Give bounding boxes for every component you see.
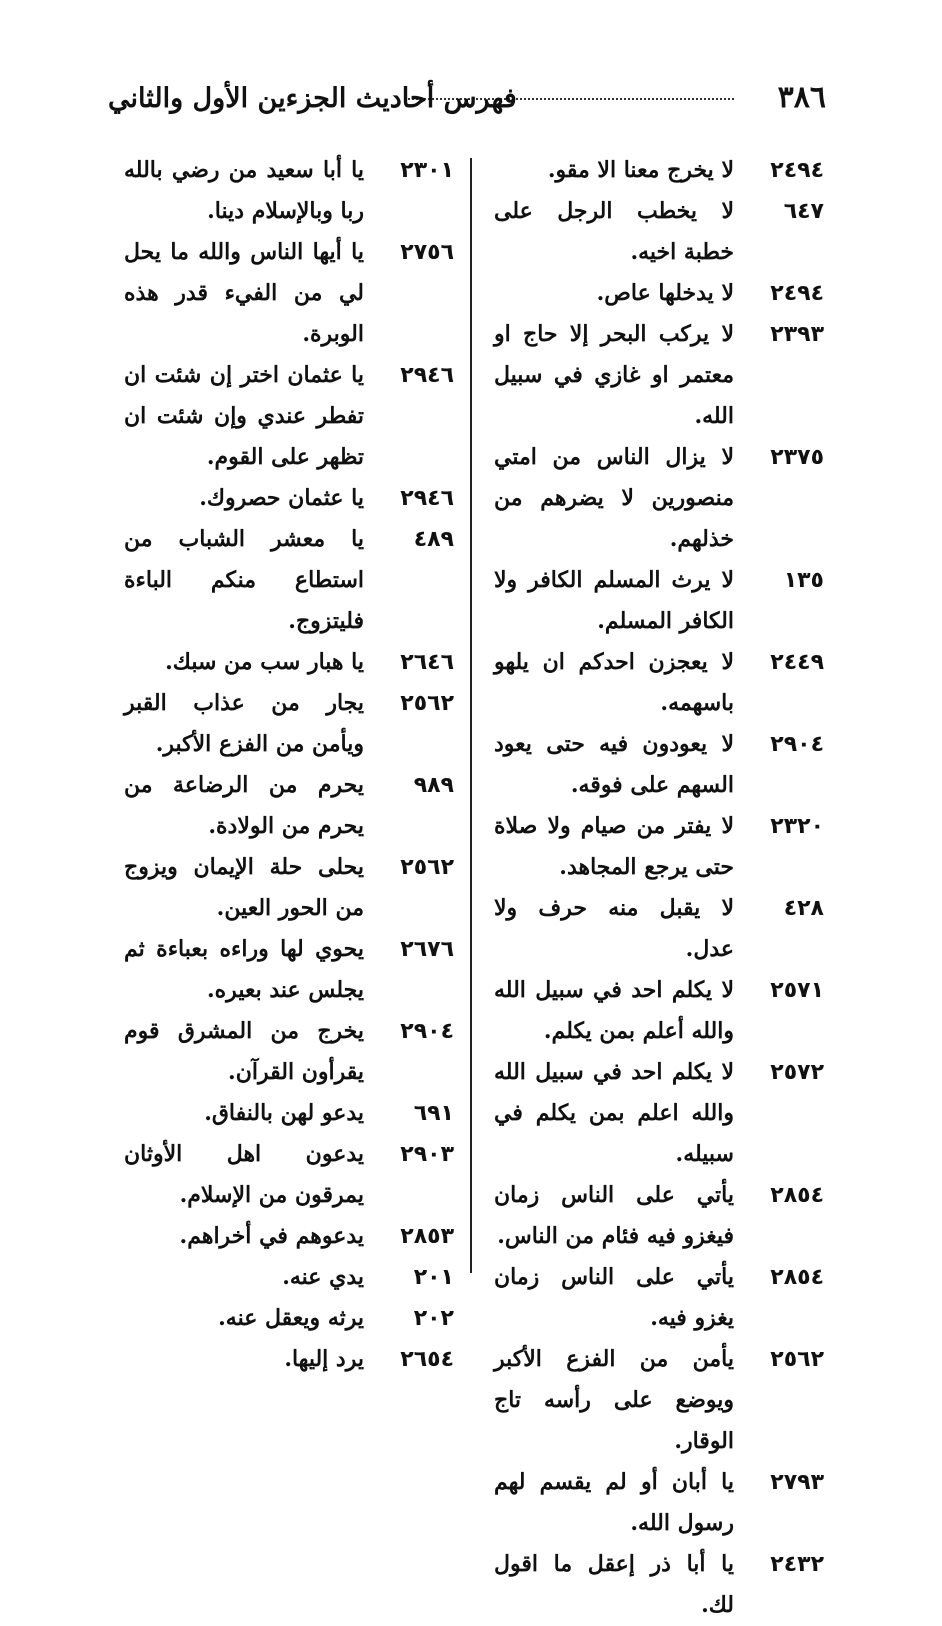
index-entry bbox=[124, 1011, 454, 1093]
entry-number: ١٣٥ bbox=[783, 568, 824, 593]
index-entry bbox=[124, 929, 454, 1011]
entry-text: يا هبار سب من سبك. bbox=[165, 649, 364, 675]
index-entry bbox=[124, 1339, 454, 1380]
entry-number: ٢٤٤٩ bbox=[770, 650, 824, 675]
entry-number: ٢٤٩٤ bbox=[770, 158, 824, 183]
index-entry bbox=[494, 724, 824, 806]
entry-number: ٢٩٤٦ bbox=[400, 363, 454, 388]
entry-text: يا أبا ذر إعقل ما اقول لك. bbox=[494, 1551, 734, 1618]
entry-number: ٢٣٩٣ bbox=[770, 322, 824, 347]
entry-number: ٢٧٥٦ bbox=[400, 240, 454, 265]
index-entry bbox=[124, 355, 454, 478]
index-entry bbox=[124, 683, 454, 765]
index-entry bbox=[494, 1462, 824, 1544]
entry-number: ٢٧٩٣ bbox=[770, 1470, 824, 1495]
entry-text: يجار من عذاب القبر ويأمن من الفزع الأكبر. bbox=[124, 690, 364, 757]
entry-text: يحرم من الرضاعة من يحرم من الولادة. bbox=[124, 772, 364, 839]
entry-number: ٢٨٥٣ bbox=[400, 1224, 454, 1249]
entry-text: يدي عنه. bbox=[282, 1264, 364, 1290]
index-entry bbox=[124, 519, 454, 642]
entry-text: يدعو لهن بالنفاق. bbox=[204, 1100, 364, 1126]
entry-text: لا يخرج معنا الا مقو. bbox=[547, 157, 734, 183]
entry-text: لا يفتر من صيام ولا صلاة حتى يرجع المجاهد. bbox=[494, 813, 734, 880]
entry-number: ٢٦٥٤ bbox=[400, 1347, 454, 1372]
entry-text: يدعوهم في أخراهم. bbox=[179, 1223, 364, 1249]
index-entry bbox=[494, 642, 824, 724]
index-entry bbox=[494, 888, 824, 970]
entry-number: ٢٣٧٥ bbox=[770, 445, 824, 470]
page-title: فهرس أحاديث الجزءين الأول والثاني bbox=[108, 83, 517, 114]
index-entry bbox=[494, 150, 824, 191]
entry-text: لا يعجزن احدكم ان يلهو باسهمه. bbox=[494, 649, 734, 716]
entry-text: لا يزال الناس من امتي منصورين لا يضرهم من خذلهم. bbox=[494, 444, 734, 552]
entry-number: ٢٥٧٢ bbox=[770, 1060, 824, 1085]
entry-text: يدعون اهل الأوثان يمرقون من الإسلام. bbox=[124, 1141, 364, 1208]
column-divider bbox=[470, 158, 472, 1273]
entry-text: لا يكلم احد في سبيل الله والله أعلم بمن يكلم. bbox=[494, 977, 734, 1044]
entry-text: يا عثمان اختر إن شئت ان تفطر عندي وإن شئت ان تظهر على القوم. bbox=[124, 362, 364, 470]
entry-text: لا يركب البحر إلا حاج او معتمر او غازي في سبيل الله. bbox=[494, 321, 734, 429]
entry-text: لا يقبل منه حرف ولا عدل. bbox=[494, 895, 734, 962]
entry-number: ٢٠١ bbox=[413, 1265, 454, 1290]
index-entry bbox=[494, 191, 824, 273]
left-column bbox=[124, 150, 454, 1380]
index-entry bbox=[124, 1134, 454, 1216]
index-entry bbox=[494, 1257, 824, 1339]
entry-text: يحوي لها وراءه بعباءة ثم يجلس عند بعيره. bbox=[124, 936, 364, 1003]
entry-number: ٢٥٦٢ bbox=[770, 1347, 824, 1372]
index-entry bbox=[124, 1257, 454, 1298]
entry-text: يرثه ويعقل عنه. bbox=[218, 1305, 364, 1331]
index-entry bbox=[494, 437, 824, 560]
entry-text: لا يرث المسلم الكافر ولا الكافر المسلم. bbox=[494, 567, 734, 634]
entry-number: ٢٥٦٢ bbox=[400, 691, 454, 716]
entry-text: لا يخطب الرجل على خطبة اخيه. bbox=[494, 198, 734, 265]
entry-text: يا عثمان حصروك. bbox=[199, 485, 364, 511]
entry-text: لا يكلم احد في سبيل الله والله اعلم بمن يكلم في سبيله. bbox=[494, 1059, 734, 1167]
index-entry bbox=[124, 1298, 454, 1339]
entry-number: ٢٣٠١ bbox=[400, 158, 454, 183]
entry-number: ٢٤٩٤ bbox=[770, 281, 824, 306]
entry-number: ٢٩٠٣ bbox=[400, 1142, 454, 1167]
entry-number: ٦٩١ bbox=[413, 1101, 454, 1126]
entry-text: يأتي على الناس زمان فيغزو فيه فئام من الناس. bbox=[494, 1182, 734, 1249]
index-entry bbox=[124, 150, 454, 232]
page-number: ٣٨٦ bbox=[777, 80, 826, 115]
entry-number: ٩٨٩ bbox=[413, 773, 454, 798]
entry-number: ٢٩٠٤ bbox=[400, 1019, 454, 1044]
entry-text: يا أيها الناس والله ما يحل لي من الفيء قدر هذه الوبرة. bbox=[124, 239, 364, 347]
entry-number: ٤٢٨ bbox=[783, 896, 824, 921]
entry-number: ٢٦٤٦ bbox=[400, 650, 454, 675]
entry-text: يا معشر الشباب من استطاع منكم الباءة فليتزوج. bbox=[124, 526, 364, 634]
index-entry bbox=[494, 314, 824, 437]
index-entry bbox=[494, 1052, 824, 1175]
entry-number: ٢٨٥٤ bbox=[770, 1265, 824, 1290]
entry-number: ٢٠٢ bbox=[413, 1306, 454, 1331]
entry-number: ٦٤٧ bbox=[783, 199, 824, 224]
index-entry bbox=[124, 847, 454, 929]
right-column bbox=[494, 150, 824, 1626]
entry-text: يخرج من المشرق قوم يقرأون القرآن. bbox=[124, 1018, 364, 1085]
index-entry bbox=[124, 232, 454, 355]
index-entry bbox=[124, 642, 454, 683]
entry-number: ٢٦٧٦ bbox=[400, 937, 454, 962]
entry-number: ٤٨٩ bbox=[413, 527, 454, 552]
index-entry bbox=[494, 970, 824, 1052]
entry-text: يأمن من الفزع الأكبر ويوضع على رأسه تاج الوقار. bbox=[494, 1346, 734, 1454]
index-entry bbox=[494, 806, 824, 888]
index-entry bbox=[494, 1544, 824, 1626]
index-entry bbox=[124, 1216, 454, 1257]
index-entry bbox=[124, 478, 454, 519]
entry-text: يرد إليها. bbox=[284, 1346, 364, 1372]
entry-number: ٢٥٧١ bbox=[770, 978, 824, 1003]
entry-text: يا أبا سعيد من رضي بالله ربا وبالإسلام دينا. bbox=[124, 157, 364, 224]
entry-number: ٢٤٣٢ bbox=[770, 1552, 824, 1577]
entry-number: ٢٩٤٦ bbox=[400, 486, 454, 511]
entry-text: لا يدخلها عاص. bbox=[596, 280, 734, 306]
entry-text: يا أبان أو لم يقسم لهم رسول الله. bbox=[494, 1469, 734, 1536]
entry-text: يحلى حلة الإيمان ويزوج من الحور العين. bbox=[124, 854, 364, 921]
page-header bbox=[108, 78, 826, 124]
index-entry bbox=[124, 765, 454, 847]
index-entry bbox=[494, 1339, 824, 1462]
entry-text: لا يعودون فيه حتى يعود السهم على فوقه. bbox=[494, 731, 734, 798]
index-entry bbox=[494, 273, 824, 314]
index-entry bbox=[494, 560, 824, 642]
entry-text: يأتي على الناس زمان يغزو فيه. bbox=[494, 1264, 734, 1331]
entry-number: ٢٣٢٠ bbox=[770, 814, 824, 839]
index-entry bbox=[124, 1093, 454, 1134]
index-entry bbox=[494, 1175, 824, 1257]
entry-number: ٢٥٦٢ bbox=[400, 855, 454, 880]
entry-number: ٢٩٠٤ bbox=[770, 732, 824, 757]
entry-number: ٢٨٥٤ bbox=[770, 1183, 824, 1208]
